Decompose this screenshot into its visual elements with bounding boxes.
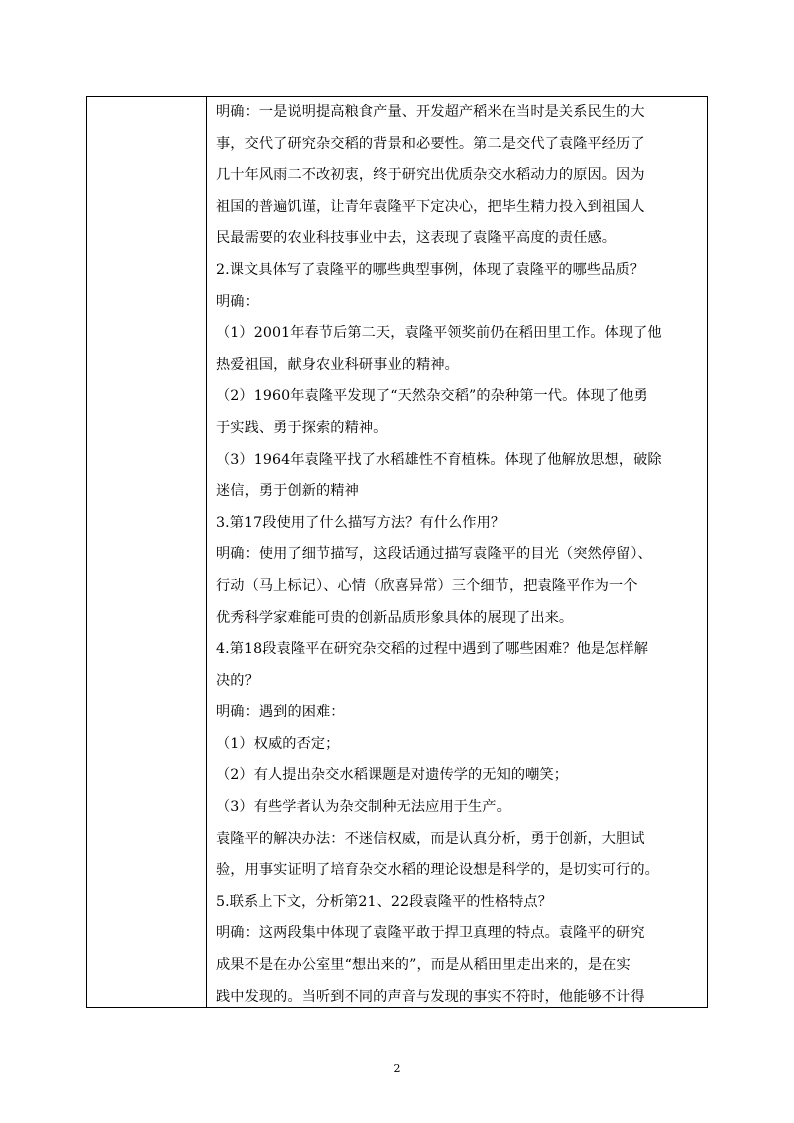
text-line: 明确：这两段集中体现了袁隆平敢于捍卫真理的特点。袁隆平的研究 [216,925,645,942]
text-line: （1）2001年春节后第二天，袁隆平领奖前仍在稻田里工作。体现了他 [216,325,662,342]
text-line: 几十年风雨二不改初衷，终于研究出优质杂交水稻动力的原因。因为 [216,167,645,184]
text-line: （2）1960年袁隆平发现了“天然杂交稻”的杂种第一代。体现了他勇 [216,388,648,405]
question-4: 4.第18段袁隆平在研究杂交稻的过程中遇到了哪些困难？他是怎样解 [216,641,649,658]
table-right-cell [207,97,707,1007]
text-line: 明确： [216,293,259,310]
text-line: 决的？ [216,672,259,689]
text-line: （3）有些学者认为杂交制种无法应用于生产。 [216,799,511,816]
text-line: 袁隆平的解决办法：不迷信权威，而是认真分析，勇于创新，大胆试 [216,830,645,847]
text-line: （2）有人提出杂交水稻课题是对遗传学的无知的嘲笑； [216,767,569,784]
page-number: 2 [393,1062,401,1075]
text-line: 践中发现的。当听到不同的声音与发现的事实不符时，他能够不计得 [216,988,645,1005]
text-line: 明确：一是说明提高粮食产量、开发超产稻米在当时是关系民生的大 [216,104,645,120]
text-line: 行动（马上标记）、心情（欣喜异常）三个细节，把袁隆平作为一个 [216,577,638,594]
question-2: 2.课文具体写了袁隆平的哪些典型事例，体现了袁隆平的哪些品质？ [216,261,645,278]
question-3: 3.第17段使用了什么描写方法？有什么作用？ [216,514,506,531]
text-line: 优秀科学家难能可贵的创新品质形象具体的展现了出来。 [216,609,574,626]
text-line: 于实践、勇于探索的精神。 [216,419,388,436]
content-table [86,96,708,1008]
text-line: 迷信，勇于创新的精神 [216,483,359,500]
question-5: 5.联系上下文，分析第21、22段袁隆平的性格特点？ [216,893,552,910]
text-line: 明确：遇到的困难： [216,704,345,721]
table-left-cell [87,97,207,1007]
text-line: （3）1964年袁隆平找了水稻雄性不育植株。体现了他解放思想，破除 [216,451,662,468]
text-line: 事，交代了研究杂交稻的背景和必要性。第二是交代了袁隆平经历了 [216,135,645,152]
text-line: 热爱祖国，献身农业科研事业的精神。 [216,356,459,373]
text-line: 明确：使用了细节描写，这段话通过描写袁隆平的目光（突然停留）、 [216,546,652,563]
text-line: 成果不是在办公室里“想出来的”，而是从稻田里走出来的，是在实 [216,957,631,974]
text-line: 验，用事实证明了培育杂交水稻的理论设想是科学的，是切实可行的。 [216,862,659,879]
text-line: 祖国的普遍饥谨，让青年袁隆平下定决心，把毕生精力投入到祖国人 [216,198,645,215]
text-line: 民最需要的农业科技事业中去，这表现了袁隆平高度的责任感。 [216,230,617,247]
text-line: （1）权威的否定； [216,735,340,752]
